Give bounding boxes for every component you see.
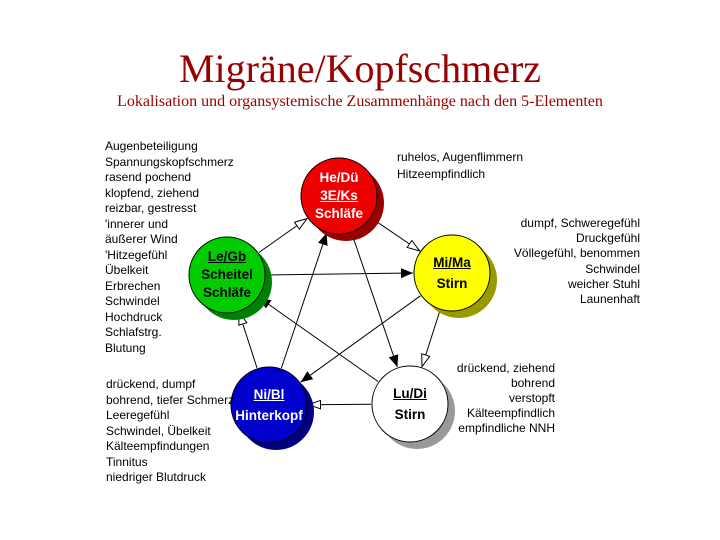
text-line: drückend, ziehend (456, 361, 555, 375)
text-line: Übelkeit (105, 263, 149, 277)
text-line: Tinnitus (106, 454, 148, 469)
fire-location: Schläfe (314, 206, 364, 221)
wood-fire-symptom-list (105, 139, 234, 356)
page-title: Migräne/Kopfschmerz (178, 46, 542, 91)
text-line: Kälteempfindlich (466, 405, 555, 420)
earth-organ-pair: Mi/Ma (433, 255, 471, 270)
earth-node-label (402, 252, 502, 294)
wood-location-1: Scheitel (201, 267, 253, 282)
text-line: 'Hitzegefühl (105, 247, 168, 262)
text-line: Schlafstrg. (105, 325, 162, 339)
arrow-water-to-fire (281, 233, 326, 368)
arrow-wood-to-earth (266, 273, 413, 275)
text-line: reizbar, gestresst (105, 201, 197, 215)
text-line: Schwindel (585, 261, 640, 276)
wood-organ-pair: Le/Gb (207, 249, 247, 264)
text-line: rasend pochend (105, 170, 192, 184)
text-line: bohrend, tiefer Schmerz (106, 392, 235, 407)
fire-organ-pair: He/Dü (319, 170, 359, 185)
water-organ-pair: Ni/Bl (253, 387, 285, 402)
metal-node-label (360, 383, 460, 425)
text-line: verstopft (508, 390, 555, 405)
text-line: Völlegefühl, benommen (513, 246, 640, 261)
wood-location-2: Schläfe (202, 285, 252, 300)
text-line: Launenhaft (579, 291, 640, 306)
text-line: Hochdruck (105, 309, 163, 324)
text-line: dumpf, Schweregefühl (520, 216, 640, 230)
arrow-earth-to-metal (422, 310, 440, 367)
text-line: Spannungskopfschmerz (105, 154, 234, 169)
arrow-fire-to-metal (352, 233, 398, 367)
metal-symptom-list (457, 361, 555, 435)
fire-node-label (289, 169, 389, 223)
text-line: äußerer Wind (105, 232, 178, 246)
text-line: Leeregefühl (106, 408, 170, 422)
earth-location: Stirn (436, 276, 468, 291)
text-line: bohrend (510, 375, 555, 390)
text-line: weicher Stuhl (567, 276, 640, 291)
water-symptom-list (106, 377, 234, 486)
controlling-cycle-arrows (259, 233, 421, 382)
text-line: 'innerer und (105, 216, 168, 231)
text-line: empfindliche NNH (458, 420, 555, 435)
text-line: Druckgefühl (575, 231, 640, 246)
fire-symptom-list (397, 149, 523, 182)
page-subtitle: Lokalisation und organsystemische Zusammenhänge nach den 5-Elementen (117, 93, 603, 110)
text-line: klopfend, ziehend (105, 185, 200, 200)
text-line: Augenbeteiligung (105, 139, 198, 153)
text-line: Blutung (105, 340, 146, 355)
text-line: Schwindel, Übelkeit (106, 423, 211, 438)
text-line: niedriger Blutdruck (106, 470, 207, 484)
arrow-water-to-wood (239, 312, 257, 368)
text-line: Hitzeempfindlich (397, 166, 486, 181)
text-line: Erbrechen (105, 278, 161, 293)
text-line: Kälteempfindungen (106, 439, 210, 453)
text-line: ruhelos, Augenflimmern (397, 150, 524, 164)
text-line: Schwindel (105, 294, 160, 308)
fire-organ-pair-2: 3E/Ks (320, 188, 358, 203)
text-line: drückend, dumpf (106, 377, 196, 391)
metal-organ-pair: Lu/Di (393, 386, 427, 401)
metal-location: Stirn (394, 407, 426, 422)
water-location: Hinterkopf (235, 408, 303, 423)
earth-symptom-list (514, 216, 640, 307)
